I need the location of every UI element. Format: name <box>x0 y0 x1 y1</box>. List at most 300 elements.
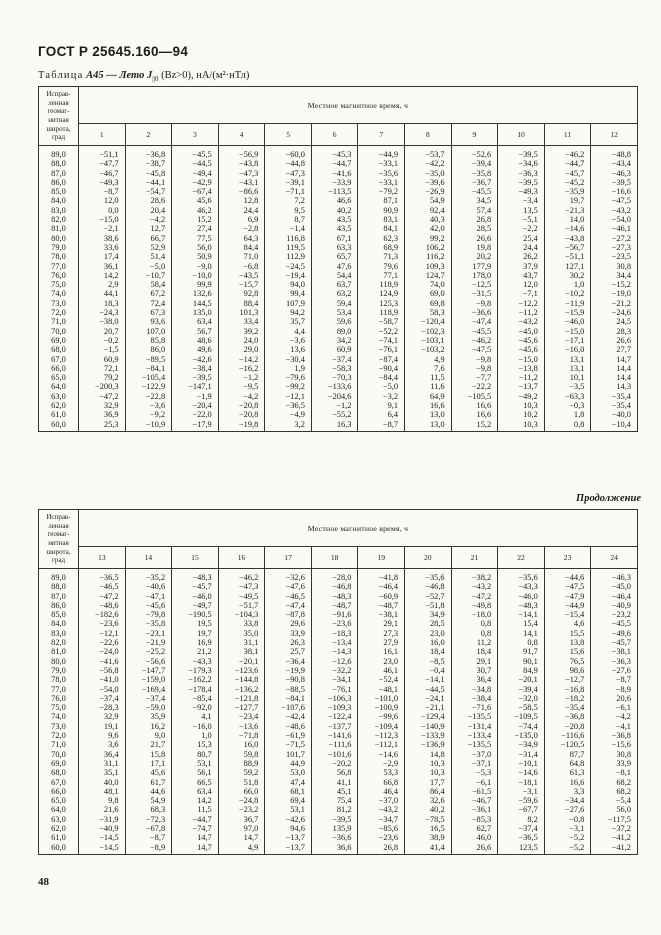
value-cell: −42,6 <box>172 355 219 364</box>
value-cell: 19,8 <box>451 243 498 252</box>
value-cell: 24,4 <box>218 206 265 215</box>
value-cell: −58,5 <box>498 703 545 712</box>
value-cell: −38,1 <box>358 610 405 619</box>
value-cell: −14,1 <box>405 675 452 684</box>
value-cell: −20,8 <box>544 722 591 731</box>
value-cell: −85,6 <box>358 824 405 833</box>
value-cell: −27,6 <box>591 666 638 675</box>
value-cell: −44,8 <box>265 159 312 168</box>
value-cell: 65,7 <box>311 252 358 261</box>
value-cell: −37,1 <box>451 759 498 768</box>
value-cell: 40,2 <box>311 206 358 215</box>
value-cell: 50,9 <box>172 252 219 261</box>
value-cell: −53,7 <box>405 146 452 160</box>
value-cell: −27,2 <box>591 234 638 243</box>
hour-header: 5 <box>265 124 312 146</box>
value-cell: 177,9 <box>451 262 498 271</box>
value-cell: −120,5 <box>544 740 591 749</box>
value-cell: −140,9 <box>405 722 452 731</box>
value-cell: 77,5 <box>172 234 219 243</box>
value-cell: −44,7 <box>172 815 219 824</box>
value-cell: −39,5 <box>172 373 219 382</box>
value-cell: 66,7 <box>125 234 172 243</box>
value-cell: 14,1 <box>498 629 545 638</box>
value-cell: 56,0 <box>591 805 638 814</box>
value-cell: 29,6 <box>265 619 312 628</box>
value-cell: −133,9 <box>405 731 452 740</box>
value-cell: 59,4 <box>311 299 358 308</box>
latitude-cell: 71,0 <box>39 740 79 749</box>
table-row <box>39 327 638 336</box>
value-cell: −38,4 <box>172 364 219 373</box>
document-header: ГОСТ Р 25645.160—94 <box>38 44 189 59</box>
value-cell: 53,1 <box>265 805 312 814</box>
value-cell: −47,9 <box>544 592 591 601</box>
value-cell: 34,9 <box>405 610 452 619</box>
value-cell: 16,1 <box>358 647 405 656</box>
latitude-cell: 74,0 <box>39 712 79 721</box>
value-cell: −10,7 <box>125 271 172 280</box>
value-cell: −39,1 <box>265 178 312 187</box>
value-cell: −45,5 <box>172 146 219 160</box>
value-cell: −3,4 <box>498 196 545 205</box>
value-cell: −56,6 <box>125 657 172 666</box>
value-cell: −3,5 <box>544 382 591 391</box>
value-cell: 42,0 <box>405 224 452 233</box>
value-cell: 87,7 <box>544 750 591 759</box>
value-cell: −47,1 <box>125 592 172 601</box>
value-cell: 35,7 <box>265 317 312 326</box>
value-cell: −74,1 <box>358 336 405 345</box>
latitude-cell: 85,0 <box>39 187 79 196</box>
table-row <box>39 703 638 712</box>
value-cell: 63,3 <box>311 243 358 252</box>
value-cell: 13,8 <box>544 638 591 647</box>
value-cell: 15,5 <box>544 629 591 638</box>
value-cell: −127,7 <box>218 703 265 712</box>
hour-header: 18 <box>311 547 358 569</box>
value-cell: −47,5 <box>544 582 591 591</box>
value-cell: 46,4 <box>358 787 405 796</box>
value-cell: −1,4 <box>265 224 312 233</box>
value-cell: 10,3 <box>498 401 545 410</box>
value-cell: 15,2 <box>451 420 498 432</box>
value-cell: 68,1 <box>265 787 312 796</box>
table-row <box>39 647 638 656</box>
hour-header: 2 <box>125 124 172 146</box>
value-cell: 87,1 <box>358 196 405 205</box>
value-cell: −39,5 <box>311 815 358 824</box>
value-cell: 13,5 <box>498 206 545 215</box>
value-cell: 68,3 <box>125 805 172 814</box>
value-cell: −16,0 <box>172 722 219 731</box>
value-cell: −41,2 <box>591 843 638 855</box>
table-row <box>39 178 638 187</box>
value-cell: 51,8 <box>218 778 265 787</box>
value-cell: −31,4 <box>498 750 545 759</box>
value-cell: 3,3 <box>544 787 591 796</box>
value-cell: 123,5 <box>498 843 545 855</box>
value-cell: 64,9 <box>405 392 452 401</box>
value-cell: −2,1 <box>79 224 126 233</box>
value-cell: −20,1 <box>498 675 545 684</box>
table-row <box>39 206 638 215</box>
value-cell: −39,5 <box>591 178 638 187</box>
value-cell: 0,8 <box>451 629 498 638</box>
value-cell: −24,0 <box>79 647 126 656</box>
value-cell: −141,6 <box>311 731 358 740</box>
value-cell: −22,2 <box>451 382 498 391</box>
value-cell: 15,8 <box>125 750 172 759</box>
value-cell: 44,1 <box>79 289 126 298</box>
value-cell: 54,9 <box>125 796 172 805</box>
value-cell: −51,1 <box>544 252 591 261</box>
value-cell: −49,6 <box>591 629 638 638</box>
value-cell: −47,2 <box>79 392 126 401</box>
value-cell: 16,0 <box>405 638 452 647</box>
value-cell: −24,3 <box>79 308 126 317</box>
value-cell: −46,5 <box>79 582 126 591</box>
table-row <box>39 750 638 759</box>
value-cell: −14,5 <box>79 843 126 855</box>
value-cell: −40,9 <box>79 824 126 833</box>
value-cell: −45,0 <box>591 582 638 591</box>
latitude-cell: 65,0 <box>39 796 79 805</box>
value-cell: 2,9 <box>79 280 126 289</box>
latitude-header: Исправ- ленная геомаг- нитная широта, град <box>39 510 79 569</box>
value-cell: −111,6 <box>311 740 358 749</box>
value-cell: 10,1 <box>544 373 591 382</box>
value-cell: 17,7 <box>405 778 452 787</box>
value-cell: −44,6 <box>544 569 591 583</box>
value-cell: 16,3 <box>311 420 358 432</box>
table-row <box>39 243 638 252</box>
table-row <box>39 392 638 401</box>
value-cell: 86,0 <box>125 345 172 354</box>
value-cell: 109,3 <box>405 262 452 271</box>
value-cell: 27,3 <box>358 629 405 638</box>
value-cell: 135,0 <box>172 308 219 317</box>
value-cell: 17,1 <box>125 759 172 768</box>
local-time-header: Местное магнитное время, ч <box>79 510 638 547</box>
value-cell: 9,1 <box>358 401 405 410</box>
value-cell: 30,8 <box>591 262 638 271</box>
value-cell: 29,1 <box>358 619 405 628</box>
latitude-cell: 80,0 <box>39 234 79 243</box>
value-cell: −10,1 <box>498 759 545 768</box>
value-cell: 124,9 <box>358 289 405 298</box>
latitude-cell: 66,0 <box>39 787 79 796</box>
value-cell: 14,2 <box>172 796 219 805</box>
value-cell: 99,9 <box>172 280 219 289</box>
value-cell: 15,4 <box>498 619 545 628</box>
value-cell: −8,7 <box>358 420 405 432</box>
value-cell: −44,7 <box>544 159 591 168</box>
value-cell: 98,6 <box>544 666 591 675</box>
latitude-cell: 69,0 <box>39 759 79 768</box>
value-cell: −34,7 <box>358 815 405 824</box>
value-cell: 67,3 <box>125 308 172 317</box>
value-cell: 26,3 <box>265 638 312 647</box>
value-cell: 107,0 <box>125 327 172 336</box>
latitude-cell: 69,0 <box>39 336 79 345</box>
value-cell: −46,4 <box>358 582 405 591</box>
value-cell: −5,2 <box>544 843 591 855</box>
value-cell: −36,5 <box>265 401 312 410</box>
value-cell: 76,5 <box>544 657 591 666</box>
value-cell: −24,1 <box>405 694 452 703</box>
hour-header: 8 <box>405 124 452 146</box>
value-cell: 94,2 <box>265 308 312 317</box>
latitude-cell: 88,0 <box>39 582 79 591</box>
latitude-cell: 88,0 <box>39 159 79 168</box>
value-cell: −11,2 <box>498 373 545 382</box>
value-cell: −36,5 <box>79 569 126 583</box>
value-cell: 62,3 <box>358 234 405 243</box>
latitude-cell: 65,0 <box>39 373 79 382</box>
value-cell: 53,1 <box>172 759 219 768</box>
value-cell: 46,1 <box>358 666 405 675</box>
value-cell: −169,4 <box>125 685 172 694</box>
value-cell: 101,7 <box>265 750 312 759</box>
value-cell: 29,1 <box>451 657 498 666</box>
value-cell: −14,6 <box>544 224 591 233</box>
value-cell: −99,6 <box>358 712 405 721</box>
value-cell: −0,4 <box>405 666 452 675</box>
value-cell: 14,8 <box>405 750 452 759</box>
value-cell: 124,7 <box>405 271 452 280</box>
value-cell: −133,6 <box>311 382 358 391</box>
page-number: 48 <box>38 876 49 888</box>
hour-header: 19 <box>358 547 405 569</box>
value-cell: −20,8 <box>218 410 265 419</box>
value-cell: −101,6 <box>311 750 358 759</box>
value-cell: −34,8 <box>451 685 498 694</box>
value-cell: −59,6 <box>498 796 545 805</box>
value-cell: −159,0 <box>125 675 172 684</box>
hour-header: 24 <box>591 547 638 569</box>
value-cell: 33,9 <box>591 759 638 768</box>
value-cell: −9,8 <box>451 364 498 373</box>
value-cell: −48,3 <box>172 569 219 583</box>
latitude-cell: 80,0 <box>39 657 79 666</box>
value-cell: 68,2 <box>591 787 638 796</box>
value-cell: 12,0 <box>79 196 126 205</box>
value-cell: 118,9 <box>358 308 405 317</box>
value-cell: −109,3 <box>311 703 358 712</box>
value-cell: 32,9 <box>79 401 126 410</box>
latitude-cell: 62,0 <box>39 824 79 833</box>
table-row <box>39 638 638 647</box>
value-cell: −43,4 <box>591 159 638 168</box>
table-row <box>39 146 638 160</box>
value-cell: −47,2 <box>79 592 126 601</box>
value-cell: 84,4 <box>218 243 265 252</box>
value-cell: 107,9 <box>265 299 312 308</box>
value-cell: −135,0 <box>498 731 545 740</box>
value-cell: −56,7 <box>544 243 591 252</box>
hour-header: 23 <box>544 547 591 569</box>
value-cell: −44,7 <box>311 159 358 168</box>
value-cell: 67,1 <box>311 234 358 243</box>
value-cell: −20,1 <box>218 657 265 666</box>
value-cell: −112,3 <box>358 731 405 740</box>
value-cell: −67,7 <box>498 805 545 814</box>
value-cell: −34,4 <box>544 796 591 805</box>
value-cell: −79,8 <box>125 610 172 619</box>
table-row <box>39 289 638 298</box>
value-cell: −104,3 <box>218 610 265 619</box>
value-cell: 28,3 <box>591 327 638 336</box>
value-cell: 34,4 <box>591 271 638 280</box>
value-cell: −52,6 <box>451 146 498 160</box>
value-cell: −21,1 <box>405 703 452 712</box>
value-cell: 24,5 <box>591 317 638 326</box>
value-cell: 20,4 <box>125 206 172 215</box>
value-cell: −16,8 <box>544 685 591 694</box>
value-cell: −27,3 <box>591 243 638 252</box>
value-cell: 21,2 <box>172 647 219 656</box>
value-cell: −122,9 <box>125 382 172 391</box>
value-cell: 39,2 <box>218 327 265 336</box>
value-cell: −3,6 <box>125 401 172 410</box>
value-cell: −71,5 <box>265 740 312 749</box>
value-cell: −43,1 <box>218 178 265 187</box>
value-cell: 49,6 <box>172 345 219 354</box>
value-cell: −45,7 <box>591 638 638 647</box>
value-cell: 48,1 <box>79 787 126 796</box>
value-cell: 79,2 <box>79 373 126 382</box>
value-cell: −109,5 <box>498 712 545 721</box>
value-cell: −30,4 <box>265 355 312 364</box>
value-cell: 24,4 <box>498 243 545 252</box>
value-cell: 125,3 <box>358 299 405 308</box>
value-cell: 63,2 <box>311 289 358 298</box>
value-cell: −38,0 <box>79 317 126 326</box>
value-cell: −15,0 <box>79 215 126 224</box>
value-cell: 43,5 <box>311 224 358 233</box>
value-cell: −48,8 <box>591 146 638 160</box>
value-cell: −63,3 <box>544 392 591 401</box>
value-cell: −38,4 <box>451 694 498 703</box>
hour-header: 15 <box>172 547 219 569</box>
value-cell: −48,7 <box>358 601 405 610</box>
table-row <box>39 271 638 280</box>
latitude-cell: 61,0 <box>39 833 79 842</box>
value-cell: 0,8 <box>451 619 498 628</box>
value-cell: −22,8 <box>125 392 172 401</box>
value-cell: −35,8 <box>451 169 498 178</box>
value-cell: 28,6 <box>125 196 172 205</box>
value-cell: 94,6 <box>265 824 312 833</box>
value-cell: −42,4 <box>265 712 312 721</box>
value-cell: −11,2 <box>498 308 545 317</box>
value-cell: 64,8 <box>544 759 591 768</box>
value-cell: 16,6 <box>405 401 452 410</box>
value-cell: 41,1 <box>311 778 358 787</box>
table-row <box>39 234 638 243</box>
value-cell: 23,0 <box>358 657 405 666</box>
value-cell: −135,5 <box>451 712 498 721</box>
value-cell: 40,3 <box>405 215 452 224</box>
value-cell: −20,8 <box>218 401 265 410</box>
value-cell: −4,2 <box>218 392 265 401</box>
latitude-cell: 89,0 <box>39 569 79 583</box>
value-cell: 37,9 <box>498 262 545 271</box>
value-cell: −46,8 <box>311 582 358 591</box>
value-cell: 41,4 <box>405 843 452 855</box>
value-cell: 64,3 <box>218 234 265 243</box>
value-cell: −37,0 <box>451 750 498 759</box>
value-cell: 58,4 <box>125 280 172 289</box>
value-cell: −52,7 <box>405 592 452 601</box>
value-cell: 19,7 <box>544 196 591 205</box>
value-cell: −36,8 <box>591 731 638 740</box>
table-row <box>39 601 638 610</box>
value-cell: 12,8 <box>218 196 265 205</box>
table-row <box>39 675 638 684</box>
value-cell: −45,7 <box>172 582 219 591</box>
table-row <box>39 610 638 619</box>
table-row <box>39 299 638 308</box>
value-cell: −15,9 <box>544 308 591 317</box>
value-cell: −182,6 <box>79 610 126 619</box>
value-cell: 38,9 <box>405 833 452 842</box>
latitude-cell: 61,0 <box>39 410 79 419</box>
value-cell: −47,4 <box>451 317 498 326</box>
value-cell: −35,4 <box>591 401 638 410</box>
value-cell: −56,8 <box>79 666 126 675</box>
value-cell: −14,3 <box>311 647 358 656</box>
value-cell: −44,9 <box>544 601 591 610</box>
value-cell: 26,2 <box>498 252 545 261</box>
value-cell: −13,7 <box>265 843 312 855</box>
value-cell: −7,7 <box>451 373 498 382</box>
value-cell: 13,1 <box>544 355 591 364</box>
value-cell: 93,6 <box>125 317 172 326</box>
latitude-cell: 78,0 <box>39 675 79 684</box>
table-row <box>39 787 638 796</box>
value-cell: 4,9 <box>218 843 265 855</box>
value-cell: 34,2 <box>311 336 358 345</box>
table-row <box>39 582 638 591</box>
value-cell: −37,4 <box>125 694 172 703</box>
table-row <box>39 252 638 261</box>
value-cell: 26,8 <box>358 843 405 855</box>
table-row <box>39 187 638 196</box>
value-cell: −43,8 <box>218 159 265 168</box>
value-cell: −178,4 <box>172 685 219 694</box>
value-cell: −12,7 <box>544 675 591 684</box>
latitude-cell: 78,0 <box>39 252 79 261</box>
value-cell: −47,5 <box>451 345 498 354</box>
hour-header: 3 <box>172 124 219 146</box>
latitude-cell: 70,0 <box>39 750 79 759</box>
latitude-cell: 85,0 <box>39 610 79 619</box>
value-cell: 19,5 <box>172 619 219 628</box>
latitude-cell: 84,0 <box>39 619 79 628</box>
value-cell: −49,8 <box>451 601 498 610</box>
latitude-cell: 76,0 <box>39 271 79 280</box>
value-cell: 14,7 <box>172 833 219 842</box>
value-cell: −55,2 <box>311 410 358 419</box>
value-cell: −41,2 <box>591 833 638 842</box>
value-cell: −85,3 <box>451 815 498 824</box>
value-cell: −1,9 <box>172 392 219 401</box>
value-cell: −121,8 <box>218 694 265 703</box>
value-cell: −31,5 <box>451 289 498 298</box>
value-cell: −45,7 <box>544 169 591 178</box>
